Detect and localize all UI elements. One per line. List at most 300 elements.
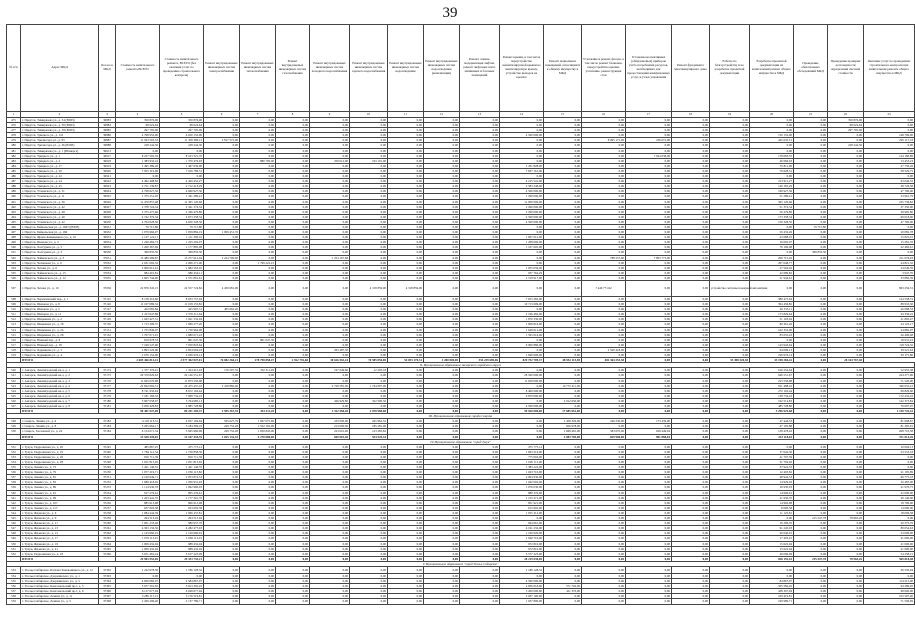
value-cell: 0,00: [710, 153, 750, 158]
value-cell: 0,00: [204, 204, 240, 209]
value-cell: 411 370,00: [544, 589, 582, 594]
value-cell: 0,00: [350, 317, 388, 322]
row-number: 476: [7, 123, 21, 128]
address-cell: г. Иркутск, Тимирязева ул., д. 36 (ЮПЗ): [21, 123, 99, 128]
value-cell: 964 661,00: [500, 521, 544, 526]
value-cell: 0,00: [710, 168, 750, 173]
value-cell: 637 602,58: [116, 505, 160, 510]
value-cell: 0,00: [204, 179, 240, 184]
value-cell: 0,00: [350, 531, 388, 536]
value-cell: 0,00: [204, 536, 240, 541]
value-cell: 0,00: [204, 270, 240, 275]
value-cell: 2 341 374,34: [160, 204, 204, 209]
value-cell: 0,00: [794, 589, 828, 594]
value-cell: 0,00: [240, 449, 276, 454]
value-cell: 1 421 146,55: [116, 465, 160, 470]
value-cell: 0,00: [828, 460, 864, 465]
value-cell: 0,00: [626, 531, 672, 536]
value-cell: 0,00: [276, 393, 310, 398]
value-cell: 0,00: [424, 163, 460, 168]
column-header: Стоимость капитального ремонта, ВСЕГО (без оказания услуг по проведению строительного контроля): [160, 25, 204, 112]
value-cell: 0,00: [388, 199, 424, 204]
value-cell: 0,00: [672, 368, 710, 373]
value-cell: 0,00: [276, 521, 310, 526]
value-cell: 0,00: [350, 133, 388, 138]
value-cell: 0,00: [672, 505, 710, 510]
value-cell: 0,00: [424, 214, 460, 219]
value-cell: 1 552 162,00: [240, 424, 276, 429]
value-cell: 0,00: [672, 516, 710, 521]
value-cell: 0,00: [710, 163, 750, 168]
value-cell: 0,00: [794, 240, 828, 245]
value-cell: 4 650 152,00: [160, 133, 204, 138]
value-cell: 0,00: [350, 179, 388, 184]
value-cell: 0,00: [710, 541, 750, 546]
value-cell: 0,00: [710, 398, 750, 403]
value-cell: 0,00: [460, 153, 500, 158]
value-cell: 0,00: [310, 265, 350, 270]
value-cell: 0,00: [424, 307, 460, 312]
value-cell: 0,00: [582, 500, 626, 505]
value-cell: 0,00: [460, 353, 500, 358]
value-cell: 0,00: [388, 556, 424, 561]
value-cell: 6 906 880,00: [500, 342, 544, 347]
value-cell: 0,00: [828, 235, 864, 240]
value-cell: 0,00: [350, 302, 388, 307]
value-cell: 0,00: [672, 255, 710, 260]
value-cell: 0,00: [350, 490, 388, 495]
value-cell: 0,00: [388, 536, 424, 541]
row-number: 516: [7, 337, 21, 342]
value-cell: 0,00: [626, 495, 672, 500]
value-cell: 37136: [99, 353, 116, 358]
value-cell: 1 055 312,00: [500, 510, 544, 515]
value-cell: 0,00: [794, 255, 828, 260]
value-cell: 0,00: [794, 219, 828, 224]
value-cell: 36884: [99, 123, 116, 128]
value-cell: 0,00: [710, 347, 750, 352]
value-cell: 0,00: [582, 224, 626, 229]
value-cell: 0,00: [388, 143, 424, 148]
row-number: 537: [7, 475, 21, 480]
value-cell: 0,00: [350, 460, 388, 465]
value-cell: 0,00: [544, 594, 582, 599]
value-cell: 11 358 386,15: [160, 138, 204, 143]
value-cell: 0,00: [388, 184, 424, 189]
value-cell: 22 482,61: [864, 245, 915, 250]
value-cell: 0,00: [626, 475, 672, 480]
value-cell: 36920: [99, 168, 116, 173]
row-number: 500: [7, 245, 21, 250]
value-cell: 0,00: [424, 332, 460, 337]
value-cell: 0,00: [388, 275, 424, 280]
value-cell: 0,00: [582, 148, 626, 153]
value-cell: 0,00: [582, 245, 626, 250]
value-cell: 1 222 678,36: [116, 566, 160, 573]
value-cell: 2 728 581,00: [310, 383, 350, 388]
value-cell: 0,00: [388, 168, 424, 173]
value-cell: 801 047,30: [240, 337, 276, 342]
value-cell: 0,00: [864, 123, 915, 128]
value-cell: 2 418 860,00: [204, 383, 240, 388]
value-cell: 0,00: [460, 240, 500, 245]
value-cell: 0,00: [460, 424, 500, 429]
value-cell: 0,00: [240, 566, 276, 573]
value-cell: 0,00: [276, 584, 310, 589]
value-cell: 0,00: [582, 599, 626, 604]
value-cell: 0,00: [240, 230, 276, 235]
value-cell: 0,00: [240, 174, 276, 179]
row-number: 510: [7, 307, 21, 312]
row-number: 492: [7, 204, 21, 209]
value-cell: 4 118 113,31: [116, 419, 160, 424]
value-cell: 956 978,00: [544, 424, 582, 429]
value-cell: 0,00: [460, 429, 500, 434]
value-cell: 14 992,98: [750, 500, 794, 505]
value-cell: 0,00: [672, 123, 710, 128]
value-cell: 43 688,10: [750, 235, 794, 240]
value-cell: 0,00: [582, 332, 626, 337]
value-cell: 0,00: [582, 516, 626, 521]
value-cell: 0,00: [582, 470, 626, 475]
value-cell: 0,00: [828, 219, 864, 224]
value-cell: 37134: [99, 342, 116, 347]
value-cell: 0,00: [388, 317, 424, 322]
value-cell: 0,00: [750, 516, 794, 521]
value-cell: 0,00: [544, 199, 582, 204]
value-cell: 0,00: [544, 224, 582, 229]
row-number: 538: [7, 480, 21, 485]
value-cell: 0,00: [204, 275, 240, 280]
row-number: 478: [7, 133, 21, 138]
value-cell: 0,00: [828, 388, 864, 393]
address-cell: г. Иркутск, Черемховский пер., д. 1: [21, 297, 99, 302]
value-cell: 0,00: [544, 322, 582, 327]
value-cell: 0,00: [582, 214, 626, 219]
value-cell: 0,00: [204, 579, 240, 584]
value-cell: 0,00: [794, 526, 828, 531]
value-cell: 0,00: [710, 429, 750, 434]
value-cell: 172 432,16: [864, 393, 915, 398]
row-number: 552: [7, 551, 21, 556]
value-cell: 0,00: [626, 378, 672, 383]
value-cell: 91 245,93: [750, 526, 794, 531]
value-cell: 0,00: [710, 573, 750, 578]
value-cell: 1 056 931,92: [160, 480, 204, 485]
address-cell: г. Тулун, Ленина ул., д. 107: [21, 500, 99, 505]
value-cell: 0,00: [582, 536, 626, 541]
value-cell: 0,00: [424, 118, 460, 123]
value-cell: 0,00: [672, 475, 710, 480]
value-cell: 0,00: [276, 424, 310, 429]
value-cell: 0,00: [160, 573, 204, 578]
address-cell: г. Иркутск, Шевцова ул., д. 11: [21, 312, 99, 317]
value-cell: 0,00: [672, 235, 710, 240]
address-cell: г. Тулун, Ленина ул., д. 81: [21, 475, 99, 480]
value-cell: 863 256,31: [864, 281, 915, 297]
value-cell: 0,00: [544, 337, 582, 342]
column-number: 17: [626, 112, 672, 118]
value-cell: 0,00: [710, 480, 750, 485]
value-cell: 0,00: [626, 312, 672, 317]
value-cell: 3 977 591,65: [116, 584, 160, 589]
value-cell: 819 978,53: [116, 337, 160, 342]
value-cell: 0,00: [626, 245, 672, 250]
row-number: 514: [7, 327, 21, 332]
value-cell: 0,00: [582, 317, 626, 322]
value-cell: 0,00: [460, 449, 500, 454]
value-cell: 0,00: [794, 307, 828, 312]
value-cell: 0,00: [460, 409, 500, 414]
address-cell: ИТОГО: [21, 434, 99, 439]
value-cell: 0,00: [310, 133, 350, 138]
value-cell: 0,00: [350, 250, 388, 255]
value-cell: 0,00: [240, 485, 276, 490]
value-cell: 80 461,20: [750, 322, 794, 327]
value-cell: 0,00: [794, 500, 828, 505]
value-cell: 0,00: [350, 270, 388, 275]
value-cell: 0,00: [710, 470, 750, 475]
value-cell: 0,00: [544, 133, 582, 138]
value-cell: 0,00: [710, 184, 750, 189]
value-cell: 0,00: [240, 133, 276, 138]
value-cell: 0,00: [424, 302, 460, 307]
row-number: 495: [7, 219, 21, 224]
value-cell: 0,00: [388, 307, 424, 312]
value-cell: 4 083 785,00: [544, 434, 582, 439]
value-cell: 4 660 927,56: [160, 189, 204, 194]
value-cell: 0,00: [710, 526, 750, 531]
value-cell: 20 040,01: [750, 531, 794, 536]
value-cell: 0,00: [388, 179, 424, 184]
value-cell: 0,00: [388, 551, 424, 556]
value-cell: 0,00: [794, 204, 828, 209]
value-cell: 0,00: [310, 403, 350, 408]
value-cell: 2 120 649,71: [116, 475, 160, 480]
value-cell: 142 373,84: [864, 398, 915, 403]
value-cell: 90 401 947,69: [116, 409, 160, 414]
value-cell: 0,00: [710, 490, 750, 495]
column-header: Ремонт фундамента многоквартирного дома: [672, 25, 710, 112]
value-cell: 0,00: [424, 444, 460, 449]
value-cell: 0,00: [424, 297, 460, 302]
value-cell: 0,00: [388, 118, 424, 123]
value-cell: 0,00: [794, 510, 828, 515]
value-cell: 0,00: [794, 444, 828, 449]
value-cell: 47 444,33: [750, 419, 794, 424]
value-cell: 11 018 155,82: [160, 302, 204, 307]
value-cell: 0,00: [204, 342, 240, 347]
value-cell: 0,00: [626, 250, 672, 255]
value-cell: 0,00: [310, 495, 350, 500]
value-cell: 0,00: [460, 281, 500, 297]
address-cell: г. Тулун, Гидролизная ул., д. 26: [21, 454, 99, 459]
value-cell: 0,00: [672, 199, 710, 204]
value-cell: 0,00: [582, 403, 626, 408]
row-number: 494: [7, 214, 21, 219]
value-cell: 0,00: [310, 378, 350, 383]
value-cell: 0,00: [388, 219, 424, 224]
value-cell: 297 795,00: [116, 128, 160, 133]
value-cell: 0,00: [276, 419, 310, 424]
value-cell: 0,00: [460, 500, 500, 505]
value-cell: 0,00: [544, 526, 582, 531]
value-cell: 48 952 115,90: [544, 358, 582, 363]
value-cell: 0,00: [582, 454, 626, 459]
value-cell: 0,00: [388, 485, 424, 490]
value-cell: 0,00: [310, 128, 350, 133]
value-cell: 438 307,94: [750, 589, 794, 594]
value-cell: 0,00: [710, 194, 750, 199]
value-cell: 0,00: [276, 454, 310, 459]
value-cell: 0,00: [582, 204, 626, 209]
value-cell: 0,00: [276, 449, 310, 454]
address-cell: г. Иркутск, Уткинского ул., д. 42: [21, 204, 99, 209]
value-cell: 0,00: [116, 174, 160, 179]
value-cell: 1 051 813,92: [160, 460, 204, 465]
value-cell: 36934: [99, 240, 116, 245]
value-cell: 0,00: [310, 579, 350, 584]
value-cell: 102 514,83: [750, 398, 794, 403]
value-cell: 1 943 427,51: [116, 317, 160, 322]
value-cell: 0,00: [582, 510, 626, 515]
value-cell: 0,00: [544, 460, 582, 465]
value-cell: 0,00: [424, 383, 460, 388]
value-cell: 37035: [99, 275, 116, 280]
value-cell: 2 912 650,00: [544, 398, 582, 403]
value-cell: 0,00: [310, 214, 350, 219]
value-cell: 0,00: [424, 594, 460, 599]
value-cell: 0,00: [240, 219, 276, 224]
value-cell: 0,00: [240, 347, 276, 352]
value-cell: 20 275,76: [864, 521, 915, 526]
value-cell: 0,00: [388, 245, 424, 250]
value-cell: 0,00: [710, 485, 750, 490]
value-cell: 138 478,42: [750, 429, 794, 434]
value-cell: 13 167 434,76: [160, 434, 204, 439]
value-cell: 0,00: [626, 383, 672, 388]
value-cell: 0,00: [626, 322, 672, 327]
value-cell: 8 095 171,00: [582, 138, 626, 143]
value-cell: 0,00: [424, 199, 460, 204]
value-cell: 0,00: [240, 322, 276, 327]
value-cell: 0,00: [626, 302, 672, 307]
value-cell: 37133: [99, 337, 116, 342]
value-cell: 0,00: [582, 337, 626, 342]
value-cell: 37128: [99, 312, 116, 317]
value-cell: 193 101,00: [350, 158, 388, 163]
value-cell: 185 281,00: [350, 424, 388, 429]
value-cell: 1 042 002,00: [500, 480, 544, 485]
value-cell: 1 208 600,00: [500, 240, 544, 245]
value-cell: 0,00: [350, 516, 388, 521]
value-cell: 0,00: [710, 495, 750, 500]
value-cell: 0,00: [240, 199, 276, 204]
value-cell: 0,00: [424, 204, 460, 209]
value-cell: 2 290 000,00: [500, 209, 544, 214]
value-cell: 0,00: [672, 322, 710, 327]
value-cell: 0,00: [626, 347, 672, 352]
value-cell: 0,00: [672, 551, 710, 556]
value-cell: 0,00: [460, 510, 500, 515]
value-cell: 1 043 710,00: [500, 470, 544, 475]
value-cell: 0,00: [460, 337, 500, 342]
value-cell: 0,00: [204, 551, 240, 556]
value-cell: 0,00: [710, 434, 750, 439]
column-number: 7: [240, 112, 276, 118]
value-cell: 0,00: [388, 337, 424, 342]
value-cell: 51 944,61: [750, 275, 794, 280]
value-cell: 0,00: [828, 317, 864, 322]
value-cell: 0,00: [794, 138, 828, 143]
value-cell: 0,00: [240, 388, 276, 393]
value-cell: 143 943,64: [750, 342, 794, 347]
column-header: Ремонт крыши, в том числе переустройство невентилируемой крыши на вентилируемую крышу, устройство выходов на кровлю: [500, 25, 544, 112]
value-cell: 0,00: [828, 332, 864, 337]
column-header: Ремонт внутридомовых инженерных систем газоснабжения: [276, 25, 310, 112]
address-cell: г. Тулун, Жданова ул., д. 6: [21, 510, 99, 515]
value-cell: 2 922 792,60: [276, 358, 310, 363]
value-cell: 0,00: [672, 189, 710, 194]
value-cell: 0,00: [350, 521, 388, 526]
value-cell: 0,00: [710, 302, 750, 307]
value-cell: 0,00: [828, 434, 864, 439]
value-cell: 0,00: [424, 255, 460, 260]
address-cell: г. Иркутск, Ядринцева ул., д. 5: [21, 347, 99, 352]
value-cell: 2 224 700,00: [204, 255, 240, 260]
value-cell: 0,00: [582, 368, 626, 373]
value-cell: 0,00: [240, 184, 276, 189]
value-cell: 646 551,67: [750, 373, 794, 378]
value-cell: 0,00: [460, 118, 500, 123]
value-cell: 0,00: [204, 490, 240, 495]
value-cell: 0,00: [310, 475, 350, 480]
value-cell: 1 143 660,01: [116, 531, 160, 536]
value-cell: 1 383 933,16: [116, 158, 160, 163]
value-cell: 0,00: [582, 526, 626, 531]
value-cell: 33 198 284,42: [750, 358, 794, 363]
value-cell: 880 370,00: [500, 490, 544, 495]
value-cell: 37258: [99, 510, 116, 515]
address-cell: г. Тулун, Гидролизная ул., д. 18: [21, 551, 99, 556]
value-cell: 0,00: [388, 541, 424, 546]
table-row: [7, 566, 915, 573]
value-cell: 0,00: [204, 546, 240, 551]
value-cell: 0,00: [240, 327, 276, 332]
value-cell: 0,00: [388, 454, 424, 459]
value-cell: 31 702,92: [750, 460, 794, 465]
value-cell: 0,00: [388, 373, 424, 378]
value-cell: 0,00: [204, 214, 240, 219]
value-cell: 0,00: [276, 398, 310, 403]
value-cell: 0,00: [310, 500, 350, 505]
row-number: 528: [7, 419, 21, 424]
value-cell: 0,00: [626, 224, 672, 229]
value-cell: 0,00: [276, 589, 310, 594]
row-number: 519: [7, 353, 21, 358]
value-cell: 0,00: [276, 327, 310, 332]
value-cell: 0,00: [582, 424, 626, 429]
value-cell: 0,00: [672, 163, 710, 168]
value-cell: 0,00: [710, 449, 750, 454]
value-cell: 39 175,86: [864, 353, 915, 358]
value-cell: 0,00: [672, 128, 710, 133]
row-number: 548: [7, 531, 21, 536]
value-cell: 0,00: [350, 500, 388, 505]
value-cell: 0,00: [204, 322, 240, 327]
value-cell: 0,00: [204, 485, 240, 490]
row-number: 522: [7, 378, 21, 383]
